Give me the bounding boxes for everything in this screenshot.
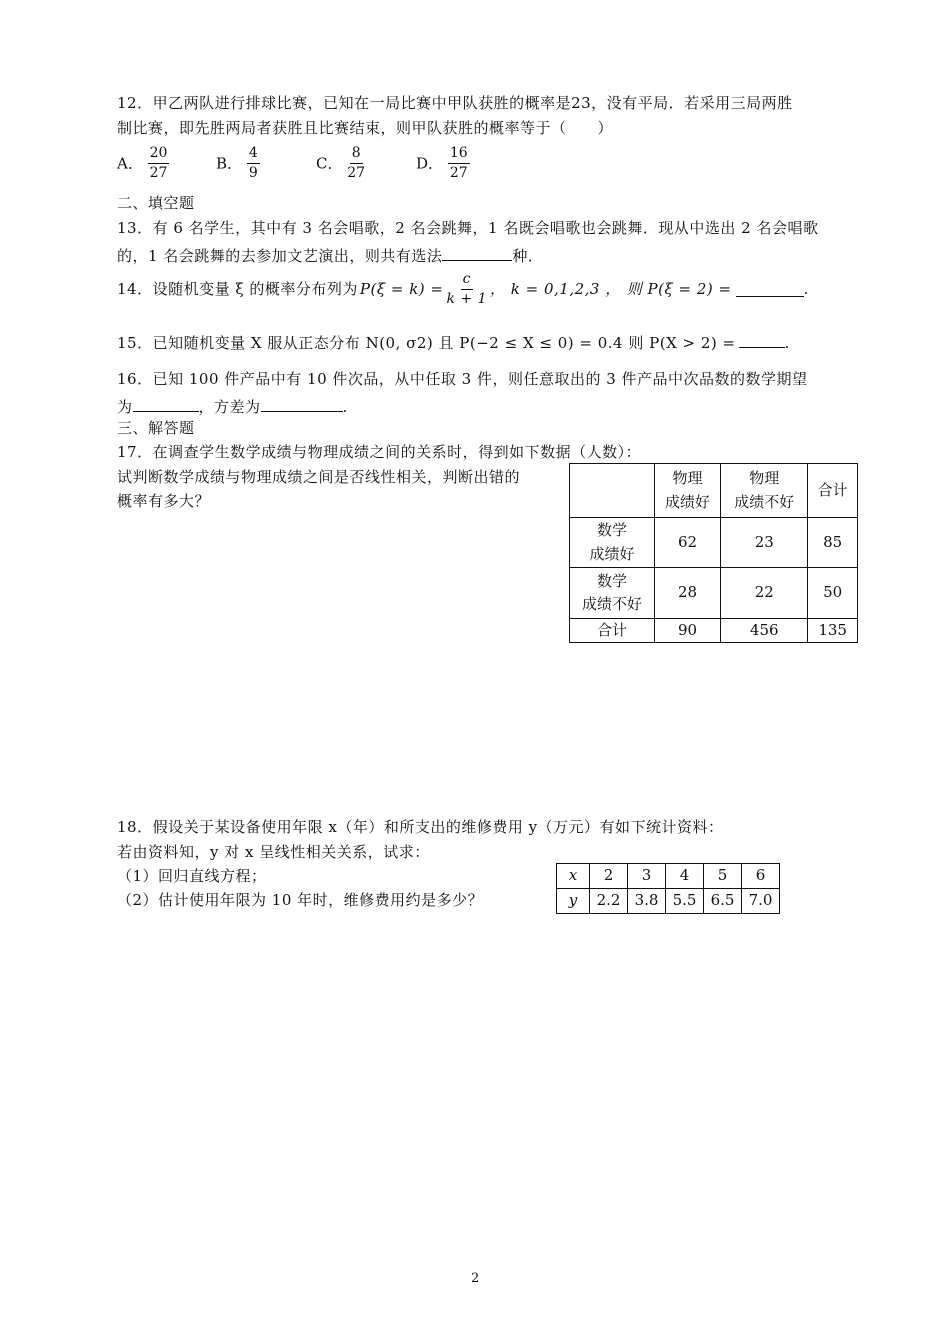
table-cell: 3.8 bbox=[628, 889, 666, 914]
option-fraction bbox=[148, 146, 170, 182]
q13-line1: 13．有 6 名学生，其中有 3 名会唱歌，2 名会跳舞，1 名既会唱歌也会跳舞．现从中选出 2 名会唱歌 bbox=[117, 219, 819, 237]
table-row bbox=[570, 619, 858, 643]
table-cell: 50 bbox=[808, 568, 858, 619]
option-fraction bbox=[448, 146, 470, 182]
answer-blank bbox=[739, 333, 785, 348]
table-cell: 62 bbox=[654, 518, 720, 568]
q16-line2 bbox=[117, 397, 348, 415]
table-row-y bbox=[557, 889, 780, 914]
fraction-numerator: 4 bbox=[247, 146, 260, 164]
q14-k-range: ， k = 0,1,2,3 ， bbox=[490, 280, 621, 299]
table-header-cell: 物理 成绩不好 bbox=[721, 464, 808, 518]
table-header-cell: 物理 成绩好 bbox=[654, 464, 720, 518]
q16-line1: 16．已知 100 件产品中有 10 件次品，从中任取 3 件，则任意取出的 3 件产品中次品数的数学期望 bbox=[117, 370, 808, 388]
option-fraction bbox=[247, 146, 260, 182]
q14-lhs: P(ξ = k) = bbox=[359, 280, 444, 299]
table-row-x bbox=[557, 864, 780, 889]
table-cell: 2.2 bbox=[590, 889, 628, 914]
table-cell: 90 bbox=[654, 619, 720, 643]
q18-line1: 18．假设关于某设备使用年限 x（年）和所支出的维修费用 y（万元）有如下统计资料： bbox=[117, 818, 724, 836]
q18-line4: （2）估计使用年限为 10 年时，维修费用约是多少？ bbox=[117, 891, 484, 909]
page-number: 2 bbox=[471, 1271, 480, 1286]
fraction-denominator: 27 bbox=[149, 165, 168, 182]
table-cell: 3 bbox=[628, 864, 666, 889]
answer-blank-variance bbox=[261, 397, 343, 412]
table-cell: 4 bbox=[666, 864, 704, 889]
table-cell: 7.0 bbox=[742, 889, 780, 914]
table-header-cell: 合计 bbox=[808, 464, 858, 518]
q17-contingency-table bbox=[569, 463, 858, 643]
table-cell: 5 bbox=[704, 864, 742, 889]
fraction-denominator: 27 bbox=[347, 165, 366, 182]
q18-line3: （1）回归直线方程； bbox=[117, 867, 267, 885]
q13-line2 bbox=[117, 246, 543, 264]
fraction-numerator: c bbox=[461, 272, 473, 290]
table-row-label: x bbox=[568, 866, 578, 885]
table-row-label: 数学 成绩不好 bbox=[570, 568, 655, 619]
table-cell: 5.5 bbox=[666, 889, 704, 914]
q12-line1: 12．甲乙两队进行排球比赛，已知在一局比赛中甲队获胜的概率是23，没有平局．若采用三局两胜 bbox=[117, 94, 793, 112]
fraction-denominator: k + 1 bbox=[446, 291, 488, 308]
table-cell: 456 bbox=[721, 619, 808, 643]
q16-line2-end: . bbox=[342, 398, 348, 416]
q18-data-table bbox=[556, 863, 780, 914]
option-label: D． bbox=[416, 154, 444, 173]
answer-blank bbox=[442, 246, 512, 261]
q15-text: 15．已知随机变量 X 服从正态分布 N(0, σ2) 且 P(−2 ≤ X ≤ 0) = 0.4 则 P(X > 2) = bbox=[117, 334, 736, 352]
fraction-denominator: 9 bbox=[248, 165, 258, 182]
q13-line2-end: 种． bbox=[512, 247, 544, 265]
answer-blank-expectation bbox=[133, 397, 199, 412]
q12-option-c bbox=[316, 146, 365, 182]
q17-line2: 试判断数学成绩与物理成绩之间是否线性相关，判断出错的 bbox=[117, 468, 521, 486]
q16-line2-start: 为 bbox=[117, 398, 133, 416]
fraction-denominator: 27 bbox=[449, 165, 468, 182]
table-cell: 85 bbox=[808, 518, 858, 568]
table-cell: 2 bbox=[590, 864, 628, 889]
q14-line bbox=[117, 272, 809, 308]
q17-line3: 概率有多大？ bbox=[117, 492, 211, 510]
fraction-numerator: 8 bbox=[350, 146, 363, 164]
option-label: C． bbox=[316, 154, 343, 173]
table-cell: 135 bbox=[808, 619, 858, 643]
q14-end: . bbox=[803, 280, 809, 299]
table-cell: 6 bbox=[742, 864, 780, 889]
table-row-label: y bbox=[568, 891, 578, 910]
table-row-label: 数学 成绩好 bbox=[570, 518, 655, 568]
table-row-label: 合计 bbox=[570, 619, 655, 643]
q14-fraction bbox=[446, 272, 487, 308]
fraction-numerator: 20 bbox=[148, 146, 170, 164]
answer-blank bbox=[736, 282, 804, 297]
q12-option-a bbox=[117, 146, 169, 182]
table-cell: 22 bbox=[721, 568, 808, 619]
table-header-row bbox=[570, 464, 858, 518]
table-row bbox=[570, 518, 858, 568]
section-heading-fill-in: 二、填空题 bbox=[117, 194, 195, 212]
q17-line1: 17．在调查学生数学成绩与物理成绩之间的关系时，得到如下数据（人数）： bbox=[117, 443, 642, 461]
q12-option-d bbox=[416, 146, 470, 182]
option-label: B． bbox=[216, 154, 243, 173]
section-heading-solve: 三、解答题 bbox=[117, 419, 195, 437]
table-cell: 6.5 bbox=[704, 889, 742, 914]
q13-line2-text: 的，1 名会跳舞的去参加文艺演出，则共有选法 bbox=[117, 247, 443, 265]
q12-line2: 制比赛，即先胜两局者获胜且比赛结束，则甲队获胜的概率等于（ ） bbox=[117, 119, 614, 137]
table-cell: 23 bbox=[721, 518, 808, 568]
option-label: A． bbox=[117, 154, 143, 173]
table-cell: 28 bbox=[654, 568, 720, 619]
fraction-numerator: 16 bbox=[448, 146, 470, 164]
table-corner-cell bbox=[570, 464, 655, 518]
q14-prefix: 14．设随机变量 ξ 的概率分布列为 bbox=[117, 280, 358, 299]
q16-line2-mid: ，方差为 bbox=[198, 398, 261, 416]
q15-line bbox=[117, 333, 790, 351]
q12-option-b bbox=[216, 146, 260, 182]
table-row bbox=[570, 568, 858, 619]
q18-line2: 若由资料知，y 对 x 呈线性相关关系，试求： bbox=[117, 843, 430, 861]
q14-ask: 则 P(ξ = 2) = bbox=[626, 280, 732, 299]
option-fraction bbox=[347, 146, 365, 182]
q15-end: . bbox=[784, 334, 790, 352]
